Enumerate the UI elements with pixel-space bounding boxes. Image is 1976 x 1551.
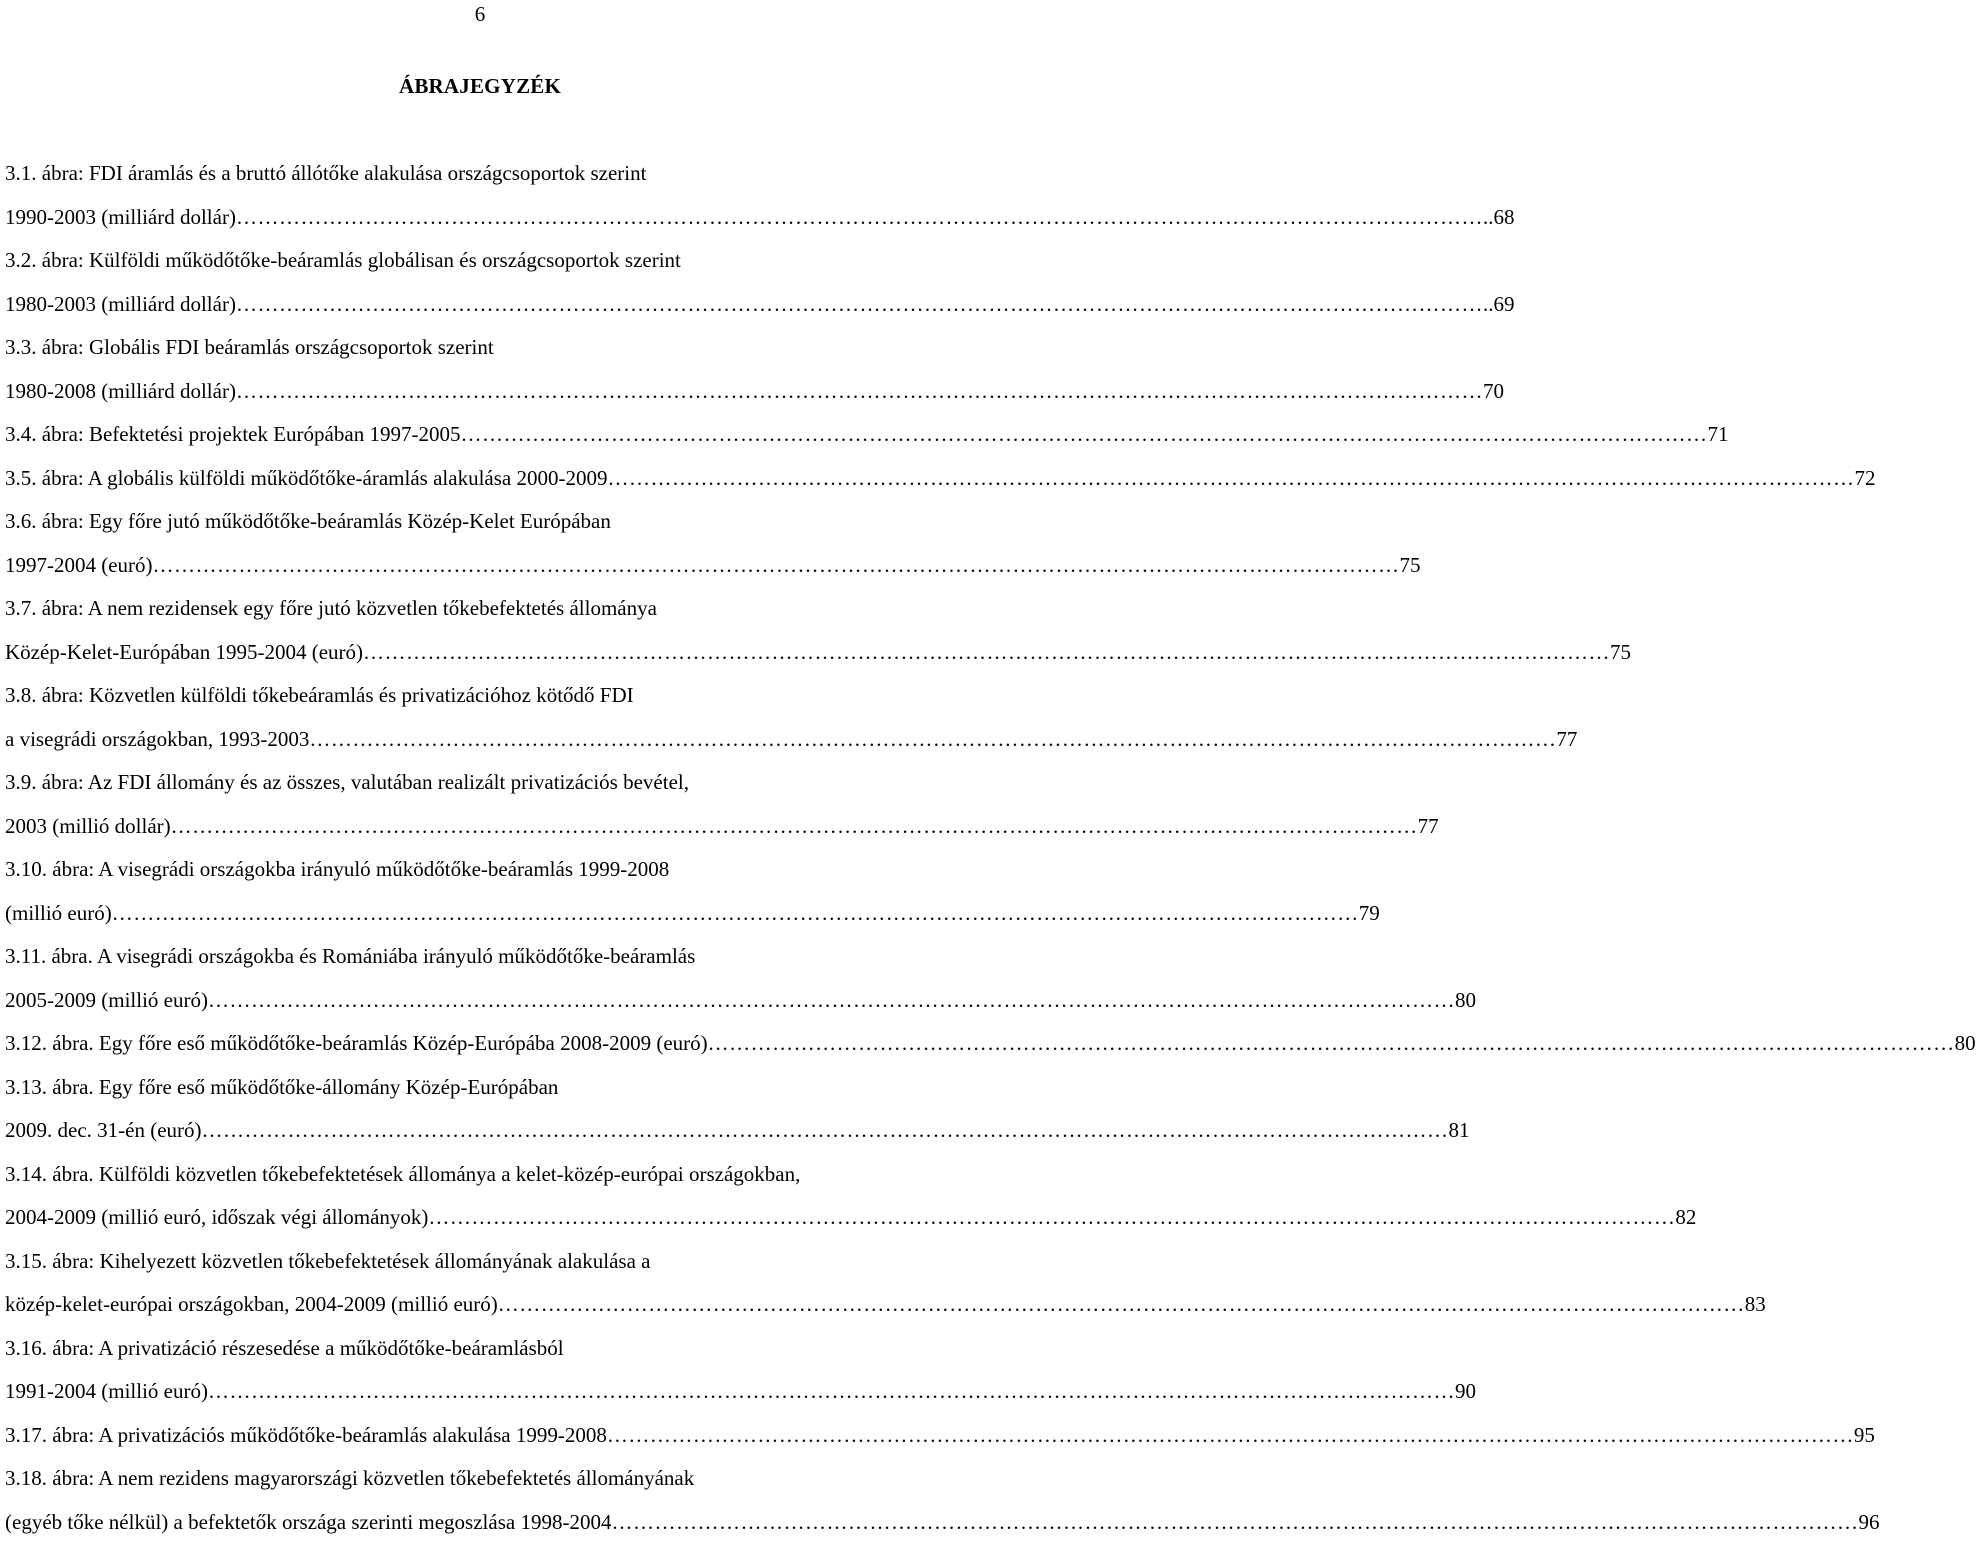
toc-entry-text: 1980-2008 (milliárd dollár) (5, 377, 236, 421)
toc-page-number: 75 (1400, 551, 1421, 595)
dot-leader: ………………………………………………………………………………………………………………………………………………………… (460, 420, 1707, 464)
dot-leader: ………………………………………………………………………………………………………………………………………………………… (607, 464, 1854, 508)
dot-leader: ………………………………………………………………………………………………………………………………………………………… (202, 1116, 1449, 1160)
toc-entry-line (5, 594, 953, 638)
toc-page-number: 75 (1610, 638, 1631, 682)
toc-page-number: 82 (1675, 1203, 1696, 1247)
toc-page-number: 96 (1858, 1508, 1879, 1551)
dot-leader: ………………………………………………………………………………………………………………………………………………………… (309, 725, 1556, 769)
toc-entry-text: 1990-2003 (milliárd dollár) (5, 203, 236, 247)
toc-entry-text: a visegrádi országokban, 1993-2003 (5, 725, 309, 769)
figure-list (5, 159, 953, 1551)
toc-entry-text: 3.7. ábra: A nem rezidensek egy főre jutó közvetlen tőkebefektetés állománya (5, 596, 657, 620)
toc-entry-line (5, 1116, 953, 1160)
toc-entry-text: 3.6. ábra: Egy főre jutó működőtőke-beáramlás Közép-Kelet Európában (5, 509, 611, 533)
toc-entry-text: 3.13. ábra. Egy főre eső működőtőke-állomány Közép-Európában (5, 1075, 558, 1099)
dot-leader: ………………………………………………………………………………………………………………………………………………………… (236, 203, 1483, 247)
dot-leader: ………………………………………………………………………………………………………………………………………………………… (171, 812, 1418, 856)
toc-entry-line (5, 1247, 953, 1291)
dot-leader: ………………………………………………………………………………………………………………………………………………………… (607, 1421, 1854, 1465)
toc-entry-line (5, 1290, 953, 1334)
toc-entry-line (5, 725, 953, 769)
toc-entry-text: 3.14. ábra. Külföldi közvetlen tőkebefektetések állománya a kelet-közép-európai országokban, (5, 1162, 800, 1186)
toc-page-number: 95 (1854, 1421, 1875, 1465)
toc-entry-line (5, 768, 953, 812)
toc-entry-line (5, 420, 953, 464)
toc-entry-line (5, 681, 953, 725)
toc-entry-text: 1991-2004 (millió euró) (5, 1377, 208, 1421)
dot-leader: ………………………………………………………………………………………………………………………………………………………… (498, 1290, 1745, 1334)
dot-leader: ………………………………………………………………………………………………………………………………………………………… (112, 899, 1359, 943)
dot-leader: ………………………………………………………………………………………………………………………………………………………… (153, 551, 1400, 595)
toc-entry-line (5, 942, 953, 986)
dot-leader: ………………………………………………………………………………………………………………………………………………………… (208, 986, 1455, 1030)
toc-entry-text: Közép-Kelet-Európában 1995-2004 (euró) (5, 638, 363, 682)
toc-entry-text: 3.16. ábra: A privatizáció részesedése a működőtőke-beáramlásból (5, 1336, 564, 1360)
toc-entry-line (5, 507, 953, 551)
toc-entry-text: 3.10. ábra: A visegrádi országokba irányuló működőtőke-beáramlás 1999-2008 (5, 857, 669, 881)
dot-leader: ………………………………………………………………………………………………………………………………………………………… (236, 377, 1483, 421)
toc-page-number: 79 (1359, 899, 1380, 943)
toc-entry-text: 3.4. ábra: Befektetési projektek Európában 1997-2005 (5, 420, 460, 464)
toc-entry-text: 3.15. ábra: Kihelyezett közvetlen tőkebefektetések állományának alakulása a (5, 1249, 650, 1273)
toc-entry-text: (millió euró) (5, 899, 112, 943)
toc-entry-line (5, 1160, 953, 1204)
toc-entry-line (5, 1073, 953, 1117)
toc-entry-line (5, 812, 953, 856)
toc-entry-text: 3.9. ábra: Az FDI állomány és az összes, valutában realizált privatizációs bevétel, (5, 770, 689, 794)
page-number: 6 (0, 1, 960, 27)
toc-page-number: 90 (1455, 1377, 1476, 1421)
toc-entry-line (5, 1203, 953, 1247)
toc-entry-text: 1997-2004 (euró) (5, 551, 153, 595)
toc-entry-line (5, 855, 953, 899)
dot-leader: ………………………………………………………………………………………………………………………………………………………… (708, 1029, 1955, 1073)
toc-page-number: ..68 (1483, 203, 1515, 247)
toc-page-number: 71 (1707, 420, 1728, 464)
toc-entry-line (5, 333, 953, 377)
toc-entry-text: 2009. dec. 31-én (euró) (5, 1116, 202, 1160)
toc-entry-line (5, 899, 953, 943)
toc-entry-line (5, 1029, 953, 1073)
toc-entry-text: 3.3. ábra: Globális FDI beáramlás országcsoportok szerint (5, 335, 494, 359)
toc-entry-line (5, 1377, 953, 1421)
toc-entry-line (5, 551, 953, 595)
toc-entry-text: 3.8. ábra: Közvetlen külföldi tőkebeáramlás és privatizációhoz kötődő FDI (5, 683, 634, 707)
toc-page-number: 72 (1854, 464, 1875, 508)
toc-entry-text: közép-kelet-európai országokban, 2004-2009 (millió euró) (5, 1290, 498, 1334)
toc-page-number: 70 (1483, 377, 1504, 421)
toc-entry-line (5, 377, 953, 421)
dot-leader: ………………………………………………………………………………………………………………………………………………………… (208, 1377, 1455, 1421)
toc-entry-text: 3.2. ábra: Külföldi működőtőke-beáramlás globálisan és országcsoportok szerint (5, 248, 681, 272)
toc-entry-line (5, 246, 953, 290)
toc-entry-text: 3.11. ábra. A visegrádi országokba és Romániába irányuló működőtőke-beáramlás (5, 944, 695, 968)
toc-page-number: 80 (1955, 1029, 1976, 1073)
toc-entry-line (5, 464, 953, 508)
page-title: ÁBRAJEGYZÉK (0, 72, 960, 100)
toc-entry-text: 3.1. ábra: FDI áramlás és a bruttó állótőke alakulása országcsoportok szerint (5, 161, 646, 185)
toc-entry-text: 3.5. ábra: A globális külföldi működőtőke-áramlás alakulása 2000-2009 (5, 464, 607, 508)
toc-entry-text: 2005-2009 (millió euró) (5, 986, 208, 1030)
toc-page-number: 83 (1745, 1290, 1766, 1334)
toc-entry-line (5, 986, 953, 1030)
toc-entry-text: 3.18. ábra: A nem rezidens magyarországi közvetlen tőkebefektetés állományának (5, 1466, 694, 1490)
toc-entry-text: (egyéb tőke nélkül) a befektetők országa szerinti megoszlása 1998-2004 (5, 1508, 611, 1551)
toc-entry-text: 3.12. ábra. Egy főre eső működőtőke-beáramlás Közép-Európába 2008-2009 (euró) (5, 1029, 708, 1073)
toc-entry-line (5, 1421, 953, 1465)
dot-leader: ………………………………………………………………………………………………………………………………………………………… (363, 638, 1610, 682)
dot-leader: ………………………………………………………………………………………………………………………………………………………… (611, 1508, 1858, 1551)
toc-entry-text: 1980-2003 (milliárd dollár) (5, 290, 236, 334)
toc-entry-line (5, 159, 953, 203)
dot-leader: ………………………………………………………………………………………………………………………………………………………… (428, 1203, 1675, 1247)
toc-entry-line (5, 290, 953, 334)
toc-page-number: ..69 (1483, 290, 1515, 334)
toc-entry-text: 2003 (millió dollár) (5, 812, 171, 856)
toc-entry-line (5, 203, 953, 247)
toc-entry-text: 3.17. ábra: A privatizációs működőtőke-beáramlás alakulása 1999-2008 (5, 1421, 607, 1465)
toc-entry-line (5, 1508, 953, 1551)
dot-leader: ………………………………………………………………………………………………………………………………………………………… (236, 290, 1483, 334)
toc-page-number: 80 (1455, 986, 1476, 1030)
toc-entry-line (5, 1334, 953, 1378)
toc-entry-line (5, 1464, 953, 1508)
toc-page-number: 81 (1449, 1116, 1470, 1160)
toc-entry-text: 2004-2009 (millió euró, időszak végi állományok) (5, 1203, 428, 1247)
toc-page-number: 77 (1418, 812, 1439, 856)
toc-page-number: 77 (1556, 725, 1577, 769)
toc-entry-line (5, 638, 953, 682)
